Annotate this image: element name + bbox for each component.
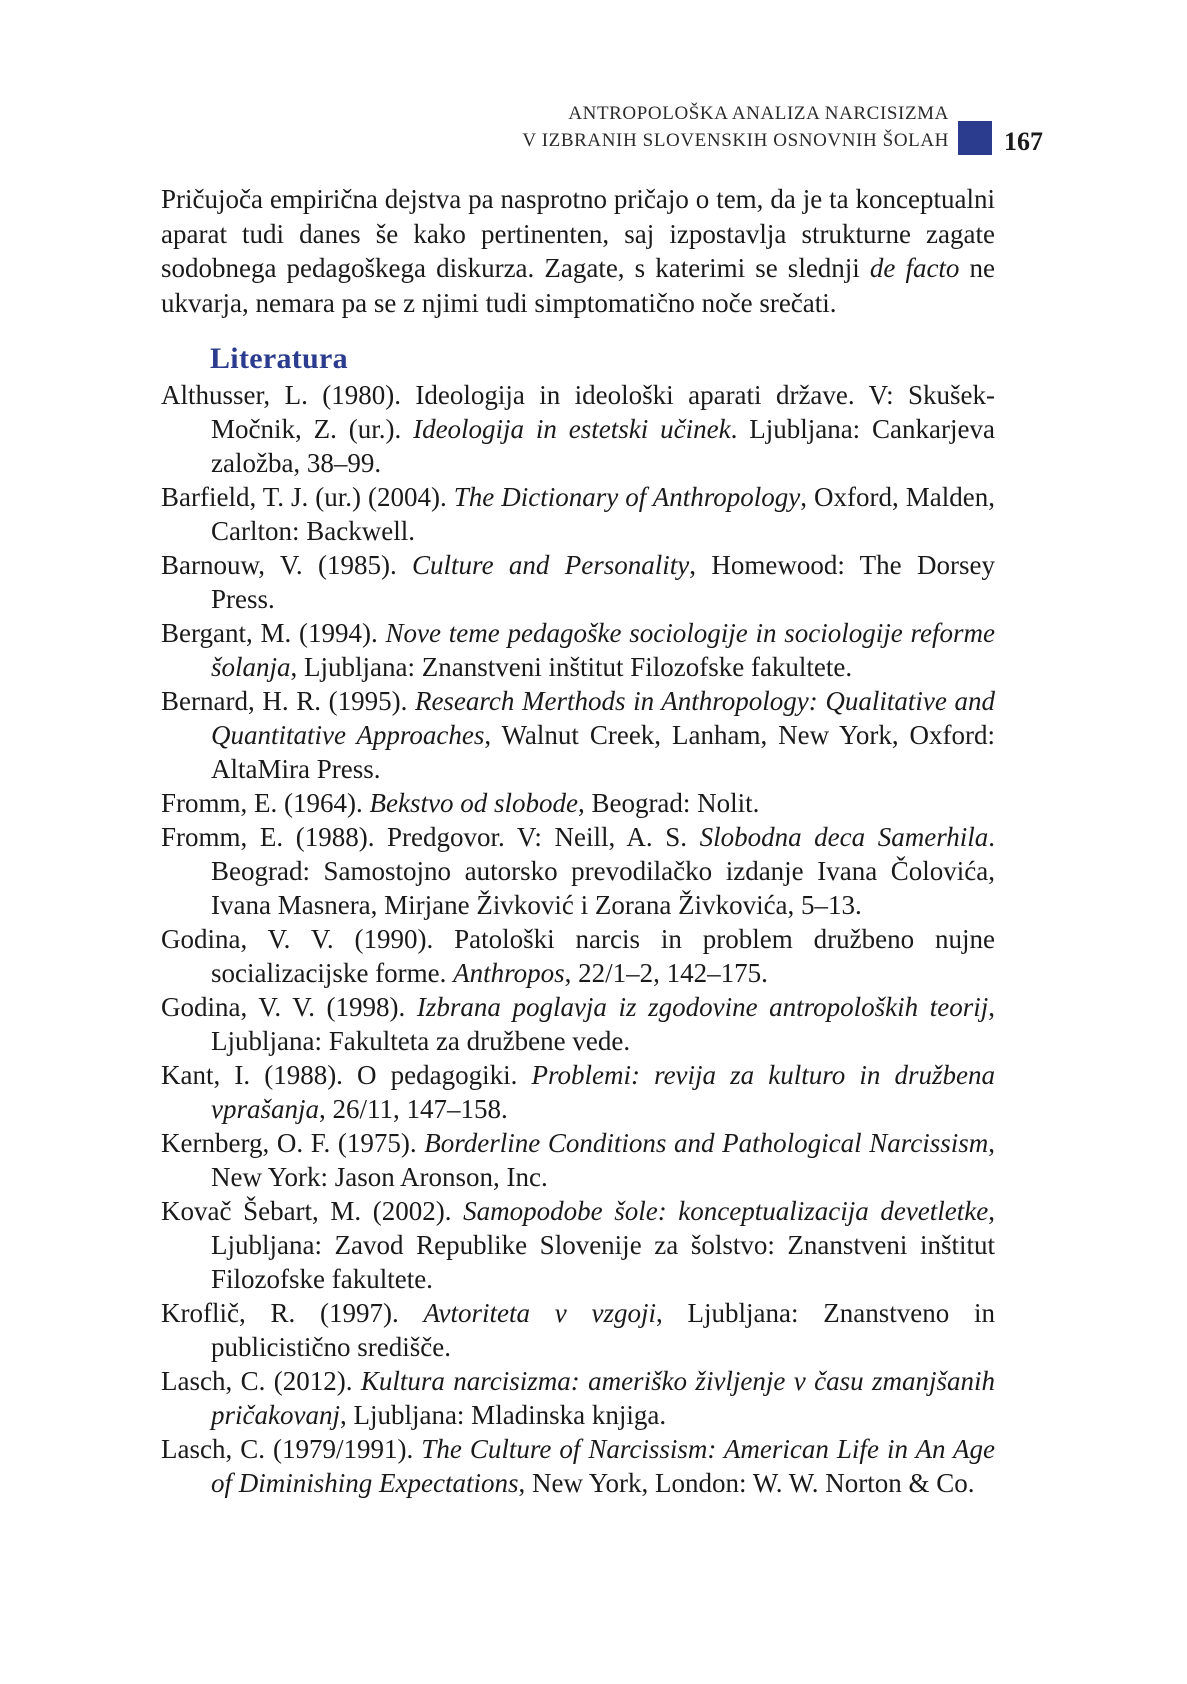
running-header-line-2: V IZBRANIH SLOVENSKIH OSNOVNIH ŠOLAH [522, 130, 949, 151]
ref-text: . Beograd: Samostojno autorsko prevodilačko izdanje Ivana Čolovića, Ivana Masnera, Mirjane Živković i Zorana Živkovića, 5–13. [211, 822, 995, 920]
ref-text: Fromm, E. (1988). Predgovor. V: Neill, A. S. [161, 822, 700, 852]
reference-item [161, 990, 995, 1058]
ref-title: Problemi: revija za kulturo in družbena vprašanja [211, 1060, 995, 1124]
reference-item [161, 1296, 995, 1364]
ref-text: Fromm, E. (1964). [161, 788, 370, 818]
ref-title: Borderline Conditions and Pathological Narcissism [424, 1128, 989, 1158]
reference-list [161, 378, 995, 1500]
reference-item [161, 1126, 995, 1194]
running-header [522, 100, 1043, 157]
ref-text: , 22/1–2, 142–175. [564, 958, 768, 988]
ref-text: , Ljubljana: Zavod Republike Slovenije za šolstvo: Znanstveni inštitut Filozofske fakultete. [211, 1196, 995, 1294]
section-title: Literatura [210, 342, 348, 375]
ref-text: Barnouw, V. (1985). [161, 550, 413, 580]
ref-text: Godina, V. V. (1990). Patološki narcis in problem družbeno nujne socializacijske forme. [161, 924, 995, 988]
body-text: ne ukvarja, nemara pa se z njimi tudi simptomatično noče srečati. [161, 253, 995, 318]
ref-title: The Culture of Narcissism: American Life in An Age of Diminishing Expectations [211, 1434, 995, 1498]
reference-item [161, 922, 995, 990]
ref-text: Godina, V. V. (1998). [161, 992, 417, 1022]
ref-text: Kant, I. (1988). O pedagogiki. [161, 1060, 532, 1090]
ref-title: Culture and Personality [412, 550, 690, 580]
ref-text: Bernard, H. R. (1995). [161, 686, 415, 716]
ref-text: , Ljubljana: Znanstveno in publicistično središče. [211, 1298, 995, 1362]
body-italic-text: de facto [869, 253, 960, 283]
ref-title: Bekstvo od slobode [369, 788, 578, 818]
reference-item [161, 820, 995, 922]
ref-text: Kroflič, R. (1997). [161, 1298, 424, 1328]
running-header-line-1: ANTROPOLOŠKA ANALIZA NARCISIZMA [568, 103, 949, 124]
body-paragraph [161, 182, 995, 320]
ref-text: , Walnut Creek, Lanham, New York, Oxford: AltaMira Press. [211, 720, 996, 784]
ref-text: Lasch, C. (2012). [161, 1366, 361, 1396]
ref-title: Nove teme pedagoške sociologije in sociologije reforme šolanja [211, 618, 995, 682]
ref-text: Barfield, T. J. (ur.) (2004). [161, 482, 454, 512]
ref-title: The Dictionary of Anthropology [453, 482, 801, 512]
ref-text: Kernberg, O. F. (1975). [161, 1128, 425, 1158]
reference-item [161, 480, 995, 548]
reference-item [161, 378, 995, 480]
ref-text: , Oxford, Malden, Carlton: Backwell. [211, 482, 995, 546]
reference-item [161, 786, 995, 820]
ref-title: Research Merthods in Anthropology: Qualitative and Quantitative Approaches [211, 686, 995, 750]
ref-title: Ideologija in estetski učinek [413, 414, 731, 444]
ref-text: , Ljubljana: Znanstveni inštitut Filozofske fakultete. [290, 652, 853, 682]
reference-item [161, 616, 995, 684]
ref-text: Bergant, M. (1994). [161, 618, 386, 648]
ref-title: Kultura narcisizma: ameriško življenje v času zmanjšanih pričakovanj [211, 1366, 995, 1430]
body-text: Pričujoča empirična dejstva pa nasprotno pričajo o tem, da je ta konceptualni aparat tudi danes še kako pertinenten, saj izpostavlja strukturne zagate sodobnega pedagoškega diskurza. Zagate, s katerimi se slednji [161, 184, 995, 283]
ref-title: Anthropos [453, 958, 565, 988]
reference-item [161, 1364, 995, 1432]
ref-text: , Beograd: Nolit. [577, 788, 760, 818]
running-header-title [522, 100, 949, 154]
page-number: 167 [1004, 127, 1043, 156]
header-accent-square [958, 121, 992, 155]
ref-text: Althusser, L. (1980). Ideologija in ideološki aparati države. V: Skušek-Močnik, Z. (ur.). [161, 380, 995, 444]
reference-item [161, 1058, 995, 1126]
ref-text: , New York, London: W. W. Norton & Co. [518, 1468, 975, 1498]
ref-text: Lasch, C. (1979/1991). [161, 1434, 422, 1464]
reference-item [161, 1194, 995, 1296]
ref-title: Avtoriteta v vzgoji [423, 1298, 657, 1328]
reference-item [161, 548, 995, 616]
ref-text: , Homewood: The Dorsey Press. [211, 550, 995, 614]
ref-title: Izbrana poglavja iz zgodovine antropoloških teorij [416, 992, 989, 1022]
ref-title: Slobodna deca Samerhila [699, 822, 989, 852]
ref-text: Kovač Šebart, M. (2002). [161, 1196, 464, 1226]
ref-text: , New York: Jason Aronson, Inc. [211, 1128, 995, 1192]
ref-text: , Ljubljana: Mladinska knjiga. [339, 1400, 667, 1430]
ref-title: Samopodobe šole: konceptualizacija devetletke [463, 1196, 989, 1226]
ref-text: , 26/11, 147–158. [319, 1094, 508, 1124]
reference-item [161, 684, 995, 786]
ref-text: , Ljubljana: Fakulteta za družbene vede. [211, 992, 995, 1056]
ref-text: . Ljubljana: Cankarjeva založba, 38–99. [211, 414, 995, 478]
reference-item [161, 1432, 995, 1500]
